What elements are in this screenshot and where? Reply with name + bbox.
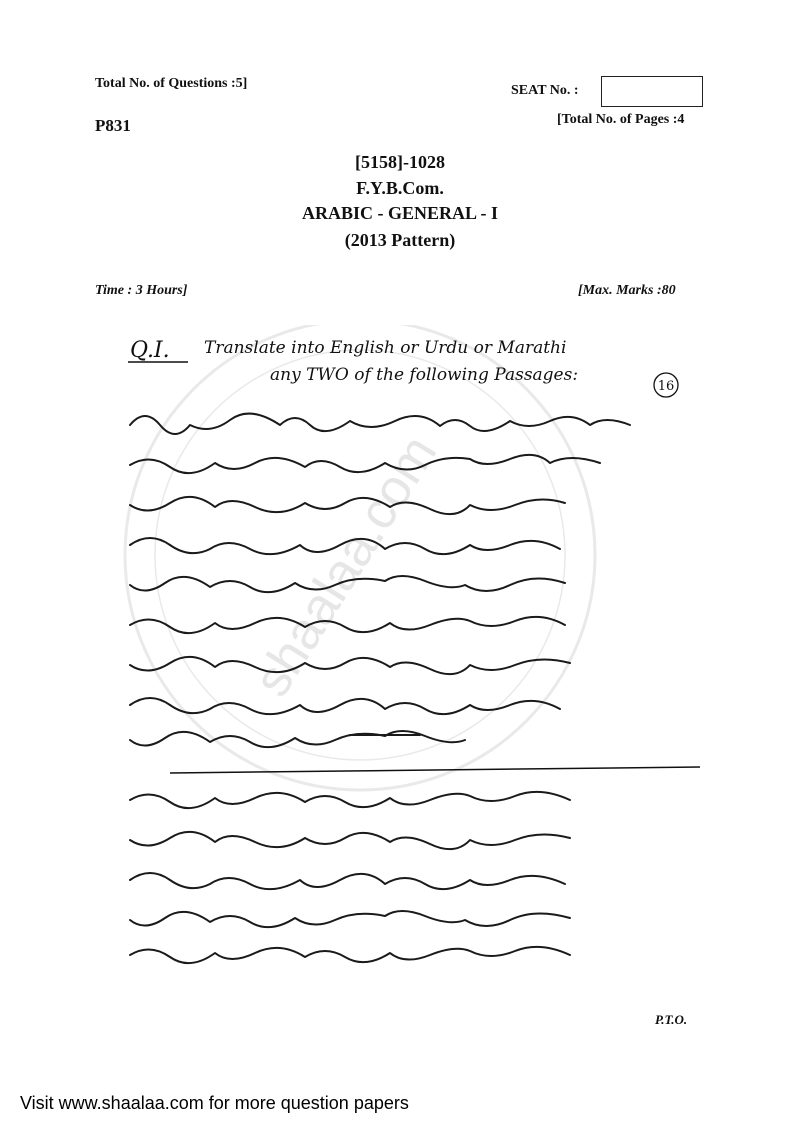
passage-divider <box>170 767 700 773</box>
total-questions: Total No. of Questions :5] <box>95 76 248 91</box>
please-turn-over: P.T.O. <box>655 1012 688 1027</box>
seat-number-label: SEAT No. : <box>511 83 579 98</box>
question-label: Q.I. <box>130 338 170 363</box>
total-pages: [Total No. of Pages :4 <box>557 112 685 127</box>
exam-pattern: (2013 Pattern) <box>344 230 456 250</box>
question-instruction-line1: Translate into English or Urdu or Marathi <box>204 338 567 358</box>
watermark-text: shaalaa.com <box>242 425 449 707</box>
subject-code: [5158]-1028 <box>355 152 445 172</box>
exam-time: Time : 3 Hours] <box>95 283 188 298</box>
paper-code: P831 <box>95 116 131 135</box>
course-name: F.Y.B.Com. <box>356 178 444 198</box>
handwritten-question-area <box>100 325 720 975</box>
question-marks: 16 <box>657 379 675 394</box>
question-instruction-line2: any TWO of the following Passages: <box>270 365 579 385</box>
subject-name: ARABIC - GENERAL - I <box>301 203 499 223</box>
max-marks: [Max. Marks :80 <box>578 283 676 298</box>
passage-b-handwriting <box>130 792 570 963</box>
seat-number-box <box>601 76 703 107</box>
footer-link-text: Visit www.shaalaa.com for more question papers <box>20 1093 409 1113</box>
watermark-seal <box>125 325 595 790</box>
